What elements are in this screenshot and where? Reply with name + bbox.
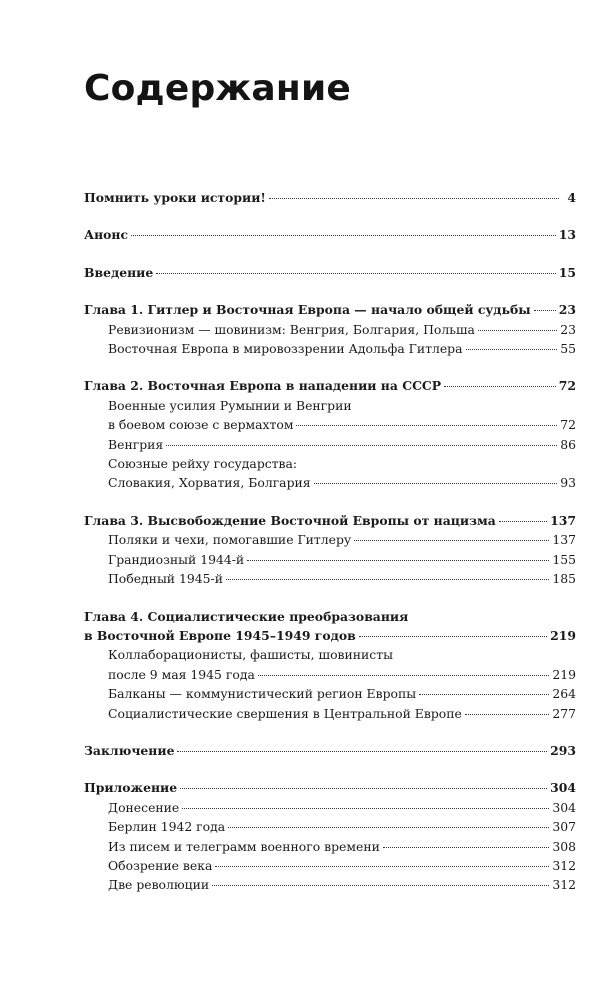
toc-section — [84, 225, 576, 244]
toc-entry-label: Венгрия — [108, 436, 164, 452]
toc-entry-page: 137 — [550, 512, 576, 528]
dot-leader — [269, 198, 559, 199]
toc-chapter-entry[interactable] — [84, 300, 576, 319]
toc-section — [84, 263, 576, 282]
dot-leader — [354, 540, 549, 541]
toc-entry-label: Введение — [84, 264, 154, 280]
toc-entry-page: 23 — [560, 321, 576, 337]
toc-subentry[interactable] — [84, 530, 576, 549]
toc-subentry[interactable] — [84, 339, 576, 358]
dot-leader — [182, 808, 549, 809]
toc-entry-page: 277 — [552, 705, 576, 721]
toc-entry-page: 312 — [552, 857, 576, 873]
toc-entry-page: 185 — [552, 571, 576, 587]
toc-entry[interactable] — [84, 778, 576, 797]
toc-section — [84, 376, 576, 492]
dot-leader — [215, 866, 549, 867]
toc-entry-page: 23 — [558, 302, 576, 318]
toc-entry-label: Балканы — коммунистический регион Европы — [108, 686, 417, 702]
toc-entry-page: 293 — [550, 742, 576, 758]
dot-leader — [228, 827, 549, 828]
dot-leader — [499, 521, 547, 522]
dot-leader — [166, 445, 557, 446]
toc-entry-label: Глава 1. Гитлер и Восточная Европа — начало общей судьбы — [84, 302, 531, 318]
toc-entry-label: после 9 мая 1945 года — [108, 666, 255, 682]
toc-entry-label: Восточная Европа в мировоззрении Адольфа Гитлера — [108, 341, 463, 357]
toc-entry-label-line1: Военные усилия Румынии и Венгрии — [108, 397, 352, 413]
toc-entry-label: Ревизионизм — шовинизм: Венгрия, Болгария, Польша — [108, 321, 475, 337]
toc-entry-label: Глава 3. Высвобождение Восточной Европы от нацизма — [84, 512, 496, 528]
dot-leader — [247, 560, 549, 561]
toc-entry-label: Из писем и телеграмм военного времени — [108, 838, 380, 854]
toc-subentry[interactable] — [84, 704, 576, 723]
toc-entry-page: 304 — [552, 799, 576, 815]
toc-entry-label: Победный 1945-й — [108, 571, 223, 587]
toc-entry-page: 307 — [552, 819, 576, 835]
toc-entry-label: Глава 2. Восточная Европа в нападении на СССР — [84, 378, 442, 394]
dot-leader — [478, 330, 557, 331]
toc-entry-label: Словакия, Хорватия, Болгария — [108, 475, 311, 491]
toc-entry-label: Грандиозный 1944-й — [108, 551, 245, 567]
toc-entry-page: 86 — [560, 436, 576, 452]
dot-leader — [131, 235, 556, 236]
toc-entry[interactable] — [84, 225, 576, 244]
toc-entry[interactable] — [84, 741, 576, 760]
dot-leader — [296, 425, 557, 426]
toc-entry-label: в боевом союзе с вермахтом — [108, 417, 294, 433]
toc-subentry-continuation-line — [84, 645, 576, 664]
toc-entry-label: Приложение — [84, 780, 178, 796]
toc-entry-label: Поляки и чехи, помогавшие Гитлеру — [108, 532, 352, 548]
toc-entry-label: Помнить уроки истории! — [84, 190, 266, 205]
toc-entry[interactable] — [84, 188, 576, 207]
dot-leader — [383, 847, 550, 848]
toc-subentry[interactable] — [84, 798, 576, 817]
toc-section — [84, 607, 576, 723]
toc-entry-label: Донесение — [108, 799, 180, 815]
toc-section — [84, 741, 576, 760]
dot-leader — [314, 483, 558, 484]
toc-entry-page: 4 — [567, 190, 576, 205]
toc-entry-page: 13 — [558, 227, 576, 243]
toc-section — [84, 511, 576, 589]
toc-entry-page: 72 — [558, 378, 576, 394]
toc-chapter-entry[interactable] — [84, 511, 576, 530]
toc-subentry[interactable] — [84, 875, 576, 894]
toc-entry[interactable] — [84, 263, 576, 282]
toc-entry-label: Обозрение века — [108, 857, 213, 873]
toc-subentry[interactable] — [84, 415, 576, 434]
toc-entry-page: 264 — [552, 686, 576, 702]
toc-entry-label: Две революции — [108, 877, 210, 893]
toc-entry-page: 155 — [552, 551, 576, 567]
dot-leader — [212, 885, 549, 886]
toc-subentry-continuation-line — [84, 454, 576, 473]
toc-subentry[interactable] — [84, 473, 576, 492]
toc-section — [84, 188, 576, 207]
toc-subentry-continuation-line — [84, 396, 576, 415]
dot-leader — [258, 675, 550, 676]
toc-entry-page: 15 — [558, 264, 576, 280]
toc-subentry[interactable] — [84, 435, 576, 454]
toc-entry-page: 219 — [552, 666, 576, 682]
dot-leader — [226, 579, 549, 580]
dot-leader — [465, 714, 550, 715]
dot-leader — [444, 386, 556, 387]
toc-entry-label-line1: Коллаборационисты, фашисты, шовинисты — [108, 647, 393, 663]
page-title: Содержание — [84, 68, 352, 109]
toc-chapter-entry[interactable] — [84, 626, 576, 645]
toc-entry-page: 137 — [552, 532, 576, 548]
toc-entry-label: Социалистические свершения в Центральной Европе — [108, 705, 462, 721]
toc-entry-page: 93 — [560, 475, 576, 491]
toc-chapter-continuation-line — [84, 607, 576, 626]
toc-entry-page: 219 — [550, 627, 576, 643]
toc-entry-page: 72 — [560, 417, 576, 433]
toc-section — [84, 778, 576, 894]
dot-leader — [466, 349, 558, 350]
toc-entry-label: Заключение — [84, 742, 175, 758]
toc-entry-page: 55 — [560, 341, 576, 357]
toc-subentry[interactable] — [84, 569, 576, 588]
toc-subentry[interactable] — [84, 837, 576, 856]
toc-subentry[interactable] — [84, 550, 576, 569]
toc-subentry[interactable] — [84, 665, 576, 684]
toc-entry-page: 312 — [552, 877, 576, 893]
toc-entry-label: Берлин 1942 года — [108, 819, 226, 835]
dot-leader — [177, 751, 547, 752]
toc-subentry[interactable] — [84, 817, 576, 836]
dot-leader — [419, 694, 549, 695]
toc-subentry[interactable] — [84, 856, 576, 875]
toc-entry-label: в Восточной Европе 1945–1949 годов — [84, 627, 356, 643]
dot-leader — [359, 636, 547, 637]
dot-leader — [156, 273, 556, 274]
dot-leader — [180, 788, 547, 789]
toc-entry-label: Анонс — [84, 227, 129, 243]
toc-entry-page: 308 — [552, 838, 576, 854]
dot-leader — [534, 310, 556, 311]
toc-chapter-entry[interactable] — [84, 376, 576, 395]
toc-section — [84, 300, 576, 358]
table-of-contents — [84, 188, 576, 913]
toc-entry-label-line1: Глава 4. Социалистические преобразования — [84, 608, 409, 624]
toc-subentry[interactable] — [84, 684, 576, 703]
toc-entry-page: 304 — [550, 780, 576, 796]
toc-entry-label-line1: Союзные рейху государства: — [108, 456, 298, 472]
toc-subentry[interactable] — [84, 320, 576, 339]
